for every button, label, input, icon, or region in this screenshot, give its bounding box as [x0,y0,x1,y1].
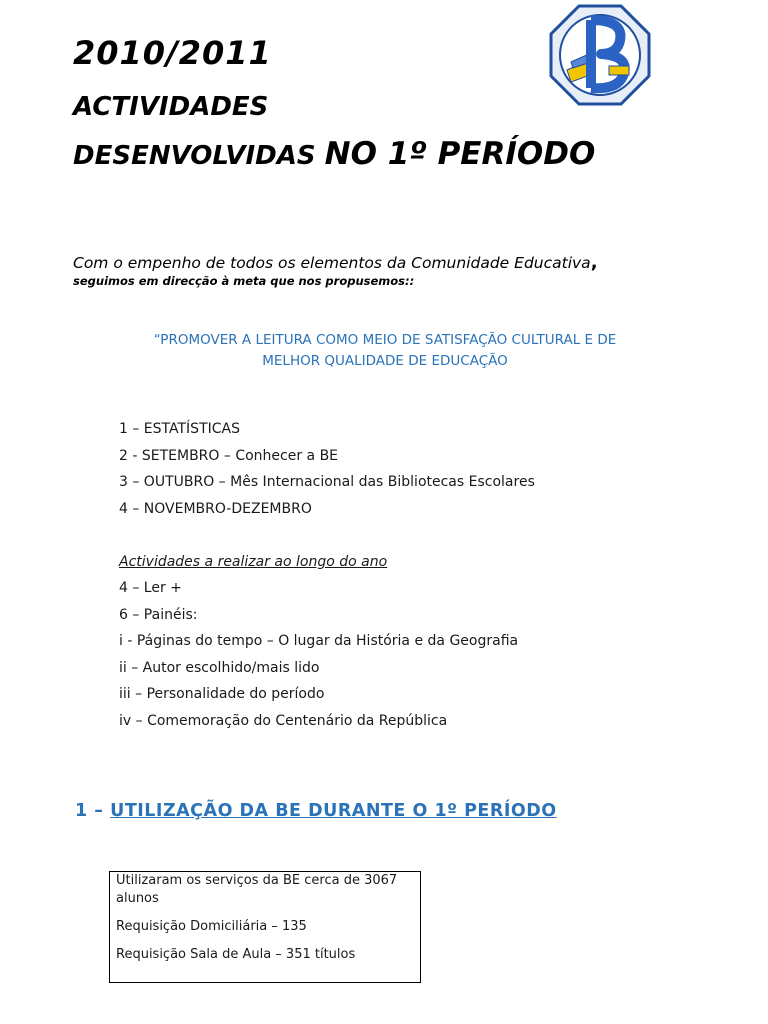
list-item: iv – Comemoração do Centenário da República [119,712,448,729]
activities-subheading-text: Actividades a realizar ao longo do ano [119,553,388,570]
intro-comma: , [590,252,598,273]
agenda-list [119,416,535,734]
list-item: 2 - SETEMBRO – Conhecer a BE [119,447,339,464]
goal-quote-line2: MELHOR QUALIDADE DE EDUCAÇÃO [262,353,508,369]
library-logo [549,4,651,106]
section-title: UTILIZAÇÃO DA BE DURANTE O 1º PERÍODO [110,801,557,821]
list-item: 4 – NOVEMBRO-DEZEMBRO [119,500,312,517]
goal-quote [100,330,670,372]
stats-home-loans: Requisição Domiciliária – 135 [116,919,307,934]
goal-quote-line1: “PROMOVER A LEITURA COMO MEIO DE SATISFAÇÃO CULTURAL E DE [153,332,617,348]
list-item: 1 – ESTATÍSTICAS [119,421,240,437]
intro-line1-text: Com o empenho de todos os elementos da Comunidade Educativa [73,254,591,272]
list-item: 3 – OUTUBRO – Mês Internacional das Bibliotecas Escolares [119,474,535,490]
list-item: i - Páginas do tempo – O lugar da História e da Geografia [119,633,519,649]
stats-classroom-loans: Requisição Sala de Aula – 351 títulos [116,947,356,962]
document-year: 2010/2011 [73,34,272,72]
list-item: iii – Personalidade do período [119,686,325,702]
document-title-line1: ACTIVIDADES [73,92,269,122]
intro-line1 [73,252,598,273]
title-period: NO 1º PERÍODO [324,136,596,172]
list-item: 4 – Ler + [119,580,182,596]
title-word-desenvolvidas: DESENVOLVIDAS [73,141,316,171]
library-logo-graphic [549,4,651,106]
document-title-line2 [73,136,595,172]
list-item: ii – Autor escolhido/mais lido [119,659,320,676]
section-number: 1 – [75,801,104,821]
intro-line2: seguimos em direcção à meta que nos propusemos:: [73,274,415,288]
stats-users: Utilizaram os serviços da BE cerca de 3067 alunos [116,873,398,906]
section-heading [75,801,557,821]
activities-subheading [119,549,535,576]
list-item: 6 – Painéis: [119,606,198,623]
stats-box [109,871,421,983]
